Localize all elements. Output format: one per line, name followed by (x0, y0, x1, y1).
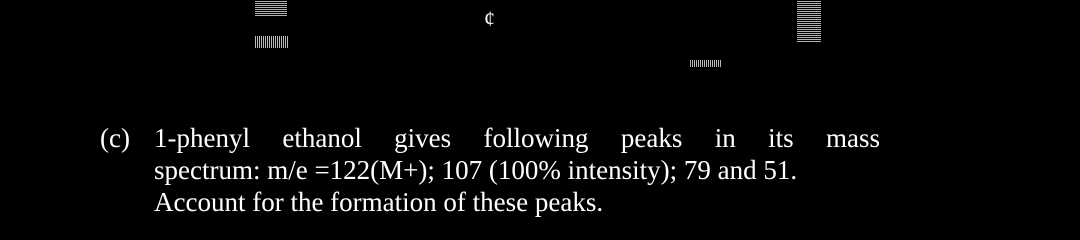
question-line-1 (100, 122, 880, 154)
question-text-line-1: 1-phenyl ethanol gives following peaks in its mass (154, 123, 880, 153)
question-block (100, 122, 880, 218)
scan-artifact-left-bottom (255, 36, 289, 48)
cropped-glyph: ¢ (484, 6, 495, 31)
scan-artifact-left-top (255, 0, 287, 16)
question-text-line-3: Account for the formation of these peaks. (154, 187, 604, 217)
scan-artifact-middle (690, 60, 722, 67)
scan-artifact-right (797, 0, 821, 42)
question-line-2 (100, 154, 880, 186)
question-line-3 (100, 186, 880, 218)
question-number: (c) (100, 123, 130, 153)
question-text-line-2: spectrum: m/e =122(M+); 107 (100% intensity); 79 and 51. (154, 155, 798, 185)
